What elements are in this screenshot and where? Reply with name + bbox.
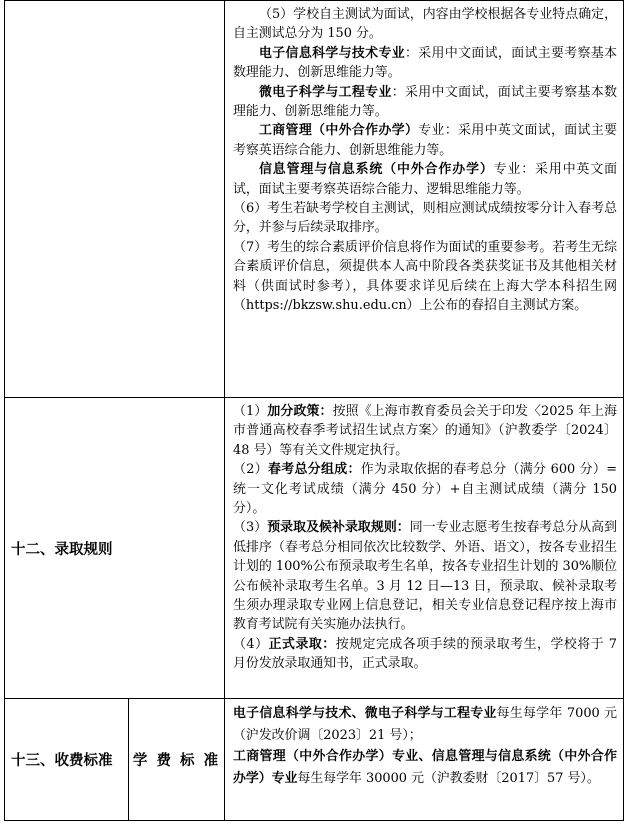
major-text: 专业：采用中英文面试，面试主要考察英语综合能力、创新思维能力等。 [233, 123, 617, 158]
sub-label: 学 费 标 准 [129, 699, 225, 821]
row-label: 十三、收费标准 [5, 699, 129, 821]
rule-item: （1）加分政策：按照《上海市教育委员会关于印发〈2025 年上海市普通高校春季考试招生试点方案〉的通知》（沪教委学〔2024〕48 号）等有关文件规定执行。 [233, 404, 618, 458]
major-paragraph [233, 160, 617, 199]
fee-item: 工商管理（中外合作办学）专业、信息管理与信息系统（中外合作办学）专业每生每学年 30000 元（沪教委财〔2017〕57 号）。 [233, 749, 617, 786]
major-text: ：采用中文面试，面试主要考察基本数理能力、创新思维能力等。 [233, 45, 618, 81]
table-row [5, 1, 624, 398]
rule-item: （3）预录取及候补录取规则：同一专业志愿考生按春考总分从高到低排序（春考总分相同依次比较数学、外语、语文），按各专业招生计划的 100%公布预录取考生名单，按各专业招生计划的 30%顺位公布候补录取考生名单。3 月 12 日—13 日，预录取、候补录取考生须办理录取专业网上信息登记，相关专业信息登记程序按上海市教育考试院有关实施办法执行。 [233, 520, 618, 633]
major-paragraph [233, 44, 617, 83]
fee-cell [225, 699, 624, 821]
admission-table [4, 0, 624, 821]
major-name: 微电子科学与工程专业 [259, 84, 392, 100]
major-text: ：采用中文面试，面试主要考察基本数理能力、创新思维能力等。 [233, 84, 617, 120]
empty-label-cell [5, 1, 225, 398]
major-text: 专业：采用中英文面试，面试主要考察英语综合能力、逻辑思维能力等。 [233, 162, 618, 197]
table-row [5, 398, 624, 699]
interview-content-cell [225, 1, 624, 398]
major-name: 信息管理与信息系统（中外合作办学） [259, 162, 494, 178]
admission-rules-cell [225, 398, 624, 699]
major-name: 工商管理（中外合作办学） [259, 123, 419, 139]
row-label: 十二、录取规则 [5, 398, 225, 699]
major-paragraph [233, 83, 617, 122]
paragraph: （7）考生的综合素质评价信息将作为面试的重要参考。若考生无综合素质评价信息，须提供本人高中阶段各类获奖证书及其他相关材料（供面试时参考），具体要求详见后续在上海大学本科招生网（https://bkzsw.shu.edu.cn）上公布的春招自主测试方案。 [233, 239, 617, 314]
fee-item: 电子信息科学与技术、微电子科学与工程专业每生每学年 7000 元（沪发改价调〔2023〕21 号）； [233, 706, 617, 743]
rule-item: （4）正式录取：按规定完成各项手续的预录取考生，学校将于 7 月份发放录取通知书，正式录取。 [233, 636, 618, 672]
paragraph: （5）学校自主测试为面试，内容由学校根据各专业特点确定，自主测试总分为 150 分。 [233, 7, 617, 42]
rule-item: （2）春考总分组成：作为录取依据的春考总分（满分 600 分）=统一文化考试成绩（满分 450 分）+自主测试成绩（满分 150 分）。 [233, 462, 617, 517]
table-row [5, 699, 624, 821]
paragraph: （6）考生若缺考学校自主测试，则相应测试成绩按零分计入春考总分，并参与后续录取排序。 [233, 201, 617, 236]
major-paragraph [233, 121, 617, 160]
major-name: 电子信息科学与技术专业 [259, 45, 406, 61]
